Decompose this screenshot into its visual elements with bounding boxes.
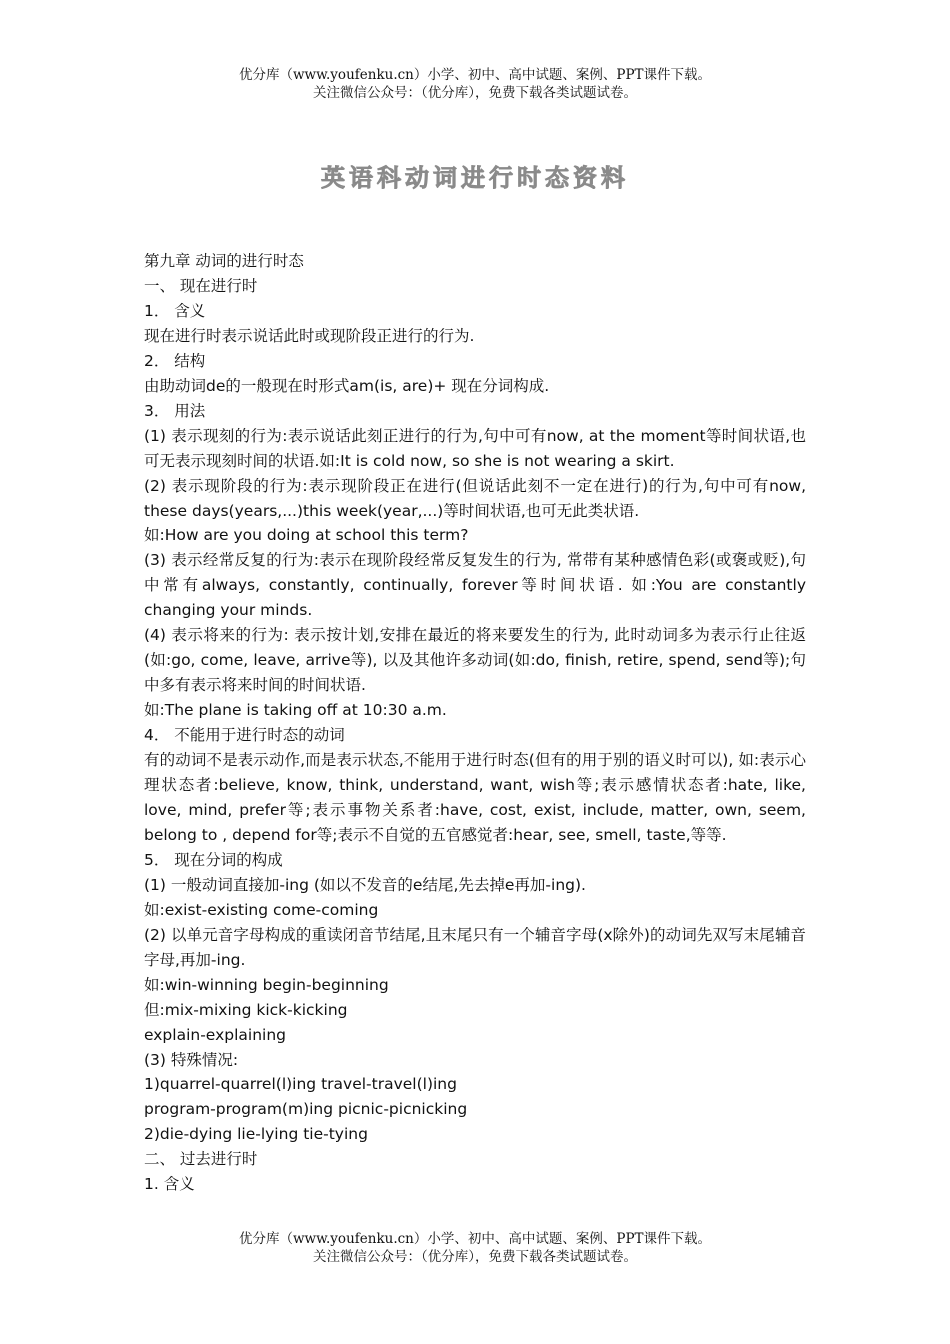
paragraph: 由助动词de的一般现在时形式am(is, are)+ 现在分词构成. — [144, 376, 550, 395]
paragraph: (2) 表示现阶段的行为:表示现阶段正在进行(但说话此刻不一定在进行)的行为,句中可有now, these days(years,...)this week(year,...)等时间状语,也可无此类状语. — [144, 476, 806, 520]
page-footer — [0, 1230, 950, 1266]
example-line: 1)quarrel-quarrel(l)ing travel-travel(l)ing — [144, 1075, 457, 1094]
subsection-heading: 1． 含义 — [144, 301, 206, 320]
subsection-heading: 5． 现在分词的构成 — [144, 850, 283, 869]
header-line-2: 关注微信公众号：（优分库），免费下载各类试题试卷。 — [313, 85, 637, 101]
paragraph: 有的动词不是表示动作,而是表示状态,不能用于进行时态(但有的用于别的语义时可以), 如:表示心理状态者:believe, know, think, understand, want, wish等;表示感情状态者:hate, like, love, mind, prefer等;表示事物关系者:have, cost, exist, include, matter, own, seem, belong to , depend for等;表示不自觉的五官感觉者:hear, see, smell, taste,等等. — [144, 751, 806, 844]
example-line: 如:exist-existing come-coming — [144, 900, 379, 919]
subsection-heading: 1. 含义 — [144, 1175, 195, 1194]
paragraph: (3) 特殊情况: — [144, 1050, 239, 1069]
paragraph: (1) 表示现刻的行为:表示说话此刻正进行的行为,句中可有now, at the moment等时间状语,也可无表示现刻时间的状语.如:It is cold now, so she is not wearing a skirt. — [144, 426, 806, 470]
paragraph: 现在进行时表示说话此时或现阶段正进行的行为. — [144, 326, 475, 345]
subsection-heading: 4． 不能用于进行时态的动词 — [144, 726, 345, 745]
page-header — [0, 66, 950, 102]
subsection-heading: 2． 结构 — [144, 351, 206, 370]
paragraph: (1) 一般动词直接加-ing (如以不发音的e结尾,先去掉e再加-ing). — [144, 875, 586, 894]
example-line: 如:The plane is taking off at 10:30 a.m. — [144, 701, 447, 720]
document-title: 英语科动词进行时态资料 — [321, 163, 629, 192]
footer-line-2: 关注微信公众号：（优分库），免费下载各类试题试卷。 — [313, 1249, 637, 1265]
paragraph: (2) 以单元音字母构成的重读闭音节结尾,且末尾只有一个辅音字母(x除外)的动词先双写末尾辅音字母,再加-ing. — [144, 925, 806, 969]
paragraph: (4) 表示将来的行为: 表示按计划,安排在最近的将来要发生的行为, 此时动词多为表示行止往返(如:go, come, leave, arrive等), 以及其他许多动词(如:do, finish, retire, spend, send等);句中多有表示将来时间的时间状语. — [144, 626, 806, 695]
example-line: 但:mix-mixing kick-kicking — [144, 1000, 348, 1019]
example-line: explain-explaining — [144, 1025, 286, 1044]
section-heading: 一、 现在进行时 — [144, 276, 258, 295]
section-heading: 二、 过去进行时 — [144, 1150, 258, 1169]
example-line: 如:How are you doing at school this term? — [144, 526, 469, 545]
example-line: 2)die-dying lie-lying tie-tying — [144, 1125, 368, 1144]
footer-line-1: 优分库（www.youfenku.cn）小学、初中、高中试题、案例、PPT课件下载。 — [238, 1231, 712, 1247]
header-line-1: 优分库（www.youfenku.cn）小学、初中、高中试题、案例、PPT课件下载。 — [238, 67, 712, 83]
example-line: program-program(m)ing picnic-picnicking — [144, 1100, 468, 1119]
chapter-heading: 第九章 动词的进行时态 — [144, 252, 304, 270]
document-body — [144, 249, 806, 1197]
paragraph: (3) 表示经常反复的行为:表示在现阶段经常反复发生的行为, 常带有某种感情色彩(或褒或贬),句中常有always, constantly, continually, forever等时间状语. 如:You are constantly changing your minds. — [144, 551, 806, 620]
subsection-heading: 3． 用法 — [144, 401, 206, 420]
example-line: 如:win-winning begin-beginning — [144, 975, 389, 994]
